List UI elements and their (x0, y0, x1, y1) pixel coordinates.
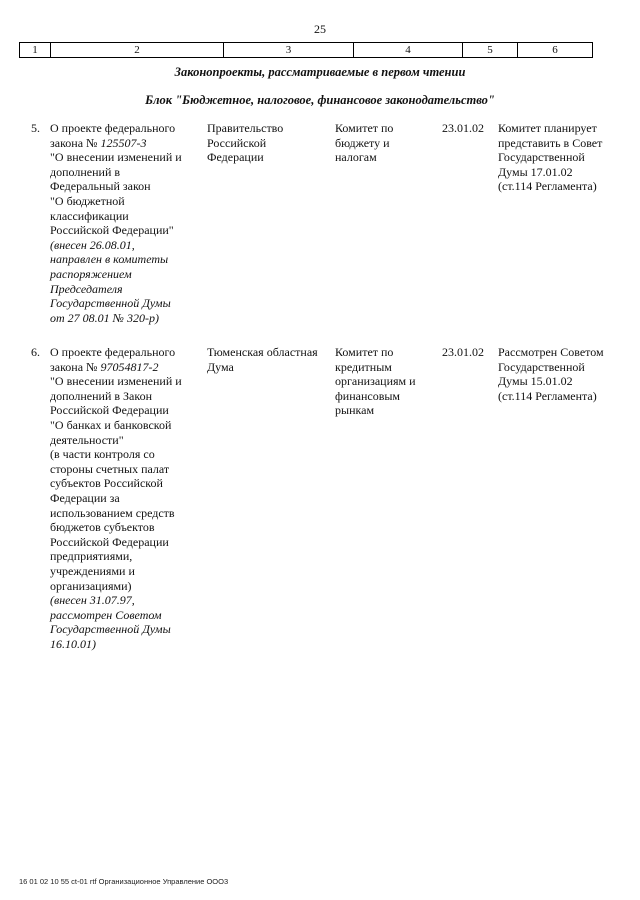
author-line: Федерации (207, 150, 264, 165)
title-line: учреждениями и (50, 563, 135, 578)
responsible-committee (335, 121, 435, 165)
title-line: субъектов Российской (50, 476, 163, 491)
responsible-committee (335, 345, 435, 418)
title-line: закона (50, 359, 84, 374)
author-line: Российской (207, 135, 267, 150)
status-line: (ст.114 Регламента) (498, 388, 597, 403)
note-line: от 27 08.01 № 320-р) (50, 310, 159, 325)
committee-line: Комитет по (335, 345, 394, 359)
note-line: распоряжением (50, 266, 132, 281)
status-line: Государственной (498, 150, 585, 165)
title-line: "О внесении изменений и (50, 374, 182, 389)
title-line: стороны счетных палат (50, 461, 170, 476)
title-line: деятельности" (50, 432, 124, 447)
committee-line: финансовым (335, 388, 401, 403)
author-line: Дума (207, 359, 234, 374)
committee-line: налогам (335, 150, 377, 165)
column-number: 2 (51, 43, 224, 58)
column-number-header (19, 42, 593, 58)
review-date: 23.01.02 (442, 121, 484, 135)
title-line: бюджетов субъектов (50, 520, 155, 535)
status-line: Думы 15.01.02 (498, 374, 573, 389)
status-line: Думы 17.01.02 (498, 164, 573, 179)
bill-status (498, 121, 618, 194)
note-line: направлен в комитеты (50, 252, 169, 267)
note-line: (внесен 26.08.01, (50, 237, 135, 252)
status-line: Рассмотрен Советом (498, 345, 604, 359)
law-number: 97054817-2 (100, 359, 159, 374)
title-line: О проекте федерального (50, 345, 176, 359)
title-line: "О бюджетной (50, 193, 125, 208)
section-title: Законопроекты, рассматриваемые в первом чтении (174, 65, 466, 79)
law-number-prefix: № (86, 135, 101, 150)
title-line: Федеральный закон (50, 179, 151, 194)
title-line: Российской Федерации" (50, 223, 174, 238)
note-line: рассмотрен Советом (50, 607, 162, 622)
committee-line: организациям и (335, 374, 416, 389)
title-line: "О внесении изменений и (50, 150, 182, 165)
title-line: дополнений в (50, 164, 121, 179)
column-number: 5 (463, 43, 518, 58)
title-line: Российской Федерации (50, 534, 169, 549)
status-line: (ст.114 Регламента) (498, 179, 597, 194)
bill-author (207, 345, 332, 374)
committee-line: рынкам (335, 403, 375, 418)
column-number: 3 (224, 43, 354, 58)
column-number: 4 (354, 43, 463, 58)
note-line: Государственной Думы (50, 296, 171, 311)
title-line-law-number (50, 360, 202, 375)
title-line: "О банках и банковской (50, 417, 172, 432)
row-number: 5. (31, 121, 40, 135)
committee-line: бюджету и (335, 135, 390, 150)
column-number: 1 (20, 43, 51, 58)
row-number: 6. (31, 345, 40, 359)
review-date: 23.01.02 (442, 345, 484, 359)
title-line: Российской Федерации (50, 403, 169, 418)
author-line: Тюменская областная (207, 345, 318, 359)
document-footer: 16 01 02 10 55 ct-01 rtf Организационное Управление ООО3 (19, 877, 229, 886)
title-line: организациями) (50, 578, 132, 593)
status-line: представить в Совет (498, 135, 603, 150)
law-number-prefix: № (86, 359, 101, 374)
column-number: 6 (518, 43, 593, 58)
title-line-law-number (50, 136, 202, 151)
title-line: классификации (50, 208, 129, 223)
title-line: использованием средств (50, 505, 175, 520)
committee-line: Комитет по (335, 121, 394, 135)
title-line: предприятиями, (50, 549, 133, 564)
author-line: Правительство (207, 121, 284, 135)
note-line: Государственной Думы (50, 622, 171, 637)
title-line: О проекте федерального (50, 121, 176, 135)
bill-title (50, 121, 202, 325)
page-number: 25 (314, 22, 326, 36)
title-line: закона (50, 135, 84, 150)
bill-author (207, 121, 332, 165)
title-line: дополнений в Закон (50, 388, 153, 403)
committee-line: кредитным (335, 359, 392, 374)
bill-title (50, 345, 202, 651)
block-title: Блок "Бюджетное, налоговое, финансовое законодательство" (145, 93, 495, 107)
status-line: Государственной (498, 359, 585, 374)
title-line: Федерации за (50, 490, 120, 505)
note-line: 16.10.01) (50, 636, 96, 651)
note-line: Председателя (50, 281, 123, 296)
bill-status (498, 345, 618, 403)
note-line: (внесен 31.07.97, (50, 593, 135, 608)
law-number: 125507-3 (100, 135, 147, 150)
status-line: Комитет планирует (498, 121, 597, 135)
title-line: (в части контроля со (50, 447, 155, 462)
